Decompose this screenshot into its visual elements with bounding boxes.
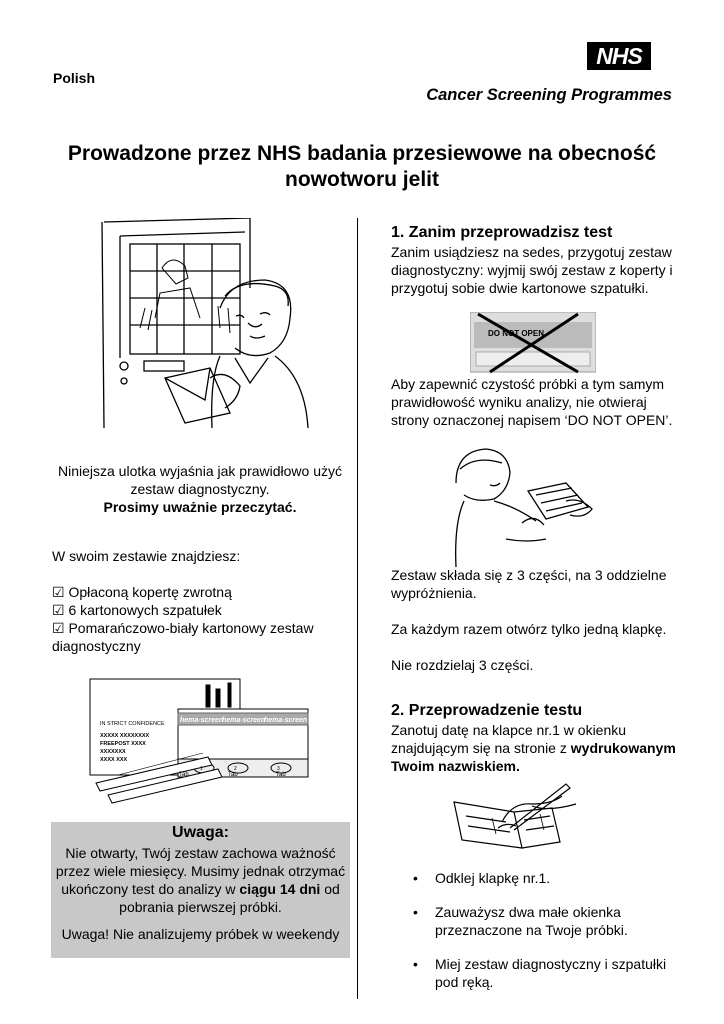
section-1-heading: 1. Zanim przeprowadzisz test xyxy=(391,224,613,241)
kit-brand-1: hema-screen xyxy=(180,717,224,724)
notice-title: Uwaga: xyxy=(172,824,229,841)
intro-line: Niniejsza ulotka wyjaśnia jak prawidłowo użyć zestaw diagnostyczny. xyxy=(57,463,342,497)
notice-text-bold: ciągu 14 dni xyxy=(239,881,321,897)
envelope-line4: XXXXXXX xyxy=(100,749,126,755)
notice-text-a: Nie otwarty, Twój zestaw zachowa ważność przez wiele miesięcy. Musimy jednak otrzymać ukończony test do analizy w xyxy=(55,845,346,897)
section-2 xyxy=(391,701,681,775)
envelope-line5: XXXX XXX xyxy=(100,757,128,763)
envelope-line1: IN STRICT CONFIDENCE xyxy=(100,721,165,727)
kit-heading: W swoim zestawie znajdziesz: xyxy=(52,548,241,564)
language-label: Polish xyxy=(53,70,96,86)
kit-item-label: 6 kartonowych szpatułek xyxy=(68,602,222,618)
kit-num-1: 1 xyxy=(200,766,203,772)
envelope-line2: XXXXX XXXXXXXX xyxy=(100,733,150,739)
hand-writing-illustration xyxy=(452,782,582,852)
list-item: • Zauważysz dwa małe okienka przeznaczone na Twoje próbki. xyxy=(391,903,691,939)
programme-name: Cancer Screening Programmes xyxy=(426,86,672,104)
test-kit-illustration xyxy=(88,675,310,805)
steps-list xyxy=(391,869,691,1007)
man-reading-kit-illustration xyxy=(446,443,596,568)
list-item: • Odklej klapkę nr.1. xyxy=(391,869,691,887)
kit-item-label: Pomarańczowo-biały kartonowy zestaw diagnostyczny xyxy=(52,620,314,654)
kit-item: ☑ Opłaconą kopertę zwrotną xyxy=(52,584,232,600)
section-1-para-3: Zestaw składa się z 3 części, na 3 oddzielne wypróżnienia. xyxy=(391,567,667,601)
man-with-envelope-illustration xyxy=(100,218,310,433)
intro-bold: Prosimy uważnie przeczytać. xyxy=(103,499,297,515)
envelope-line3: FREEPOST XXXX xyxy=(100,741,146,747)
kit-brand-2: hema-screen xyxy=(222,717,266,724)
kit-contents xyxy=(52,547,348,655)
notice-weekend: Uwaga! Nie analizujemy próbek w weekendy xyxy=(61,926,340,942)
kit-tab-1: Tab xyxy=(179,772,189,778)
nhs-logo xyxy=(587,42,651,70)
kit-tab-2: Tab xyxy=(228,772,238,778)
section-2-para-1b: wydrukowanym Twoim nazwiskiem. xyxy=(391,740,676,774)
do-not-open-label: DO NOT OPEN xyxy=(488,329,545,338)
intro-text xyxy=(52,462,348,516)
kit-tab-3: Tab xyxy=(276,772,286,778)
notice-box xyxy=(51,822,350,958)
nhs-logo-text: NHS xyxy=(596,43,642,69)
section-1-more xyxy=(391,566,681,674)
section-1-para-5: Nie rozdzielaj 3 części. xyxy=(391,657,534,673)
section-2-para-1 xyxy=(391,721,681,775)
section-1 xyxy=(391,223,681,297)
do-not-open-illustration xyxy=(470,312,596,374)
page-title: Prowadzone przez NHS badania przesiewowe na obecność nowotworu jelit xyxy=(67,142,657,191)
notice-text xyxy=(51,844,350,916)
column-divider xyxy=(357,218,358,999)
notice-text-b: od pobrania pierwszej próbki. xyxy=(119,881,340,915)
kit-num-2: 2 xyxy=(234,766,237,772)
list-item: • Miej zestaw diagnostyczny i szpatułki pod ręką. xyxy=(391,955,691,991)
kit-brand-3: hema-screen xyxy=(264,717,308,724)
section-1-para-1: Zanim usiądziesz na sedes, przygotuj zestaw diagnostyczny: wyjmij swój zestaw z koperty i przygotuj sobie dwie kartonowe szpatułki. xyxy=(391,244,673,296)
kit-num-3: 3 xyxy=(277,766,280,772)
section-2-heading: 2. Przeprowadzenie testu xyxy=(391,702,583,719)
kit-item-label: Opłaconą kopertę zwrotną xyxy=(68,584,232,600)
kit-item: ☑ 6 kartonowych szpatułek xyxy=(52,602,222,618)
kit-item: ☑ Pomarańczowo-biały kartonowy zestaw diagnostyczny xyxy=(52,620,314,654)
section-1-para-4: Za każdym razem otwórz tylko jedną klapkę. xyxy=(391,621,667,637)
section-2-para-1a: Zanotuj datę na klapce nr.1 w okienku znajdującym się na stronie z xyxy=(391,722,627,756)
section-1-para-2: Aby zapewnić czystość próbki a tym samym prawidłowość wyniku analizy, nie otwieraj strony oznaczonej napisem ‘DO NOT OPEN’. xyxy=(391,376,673,428)
